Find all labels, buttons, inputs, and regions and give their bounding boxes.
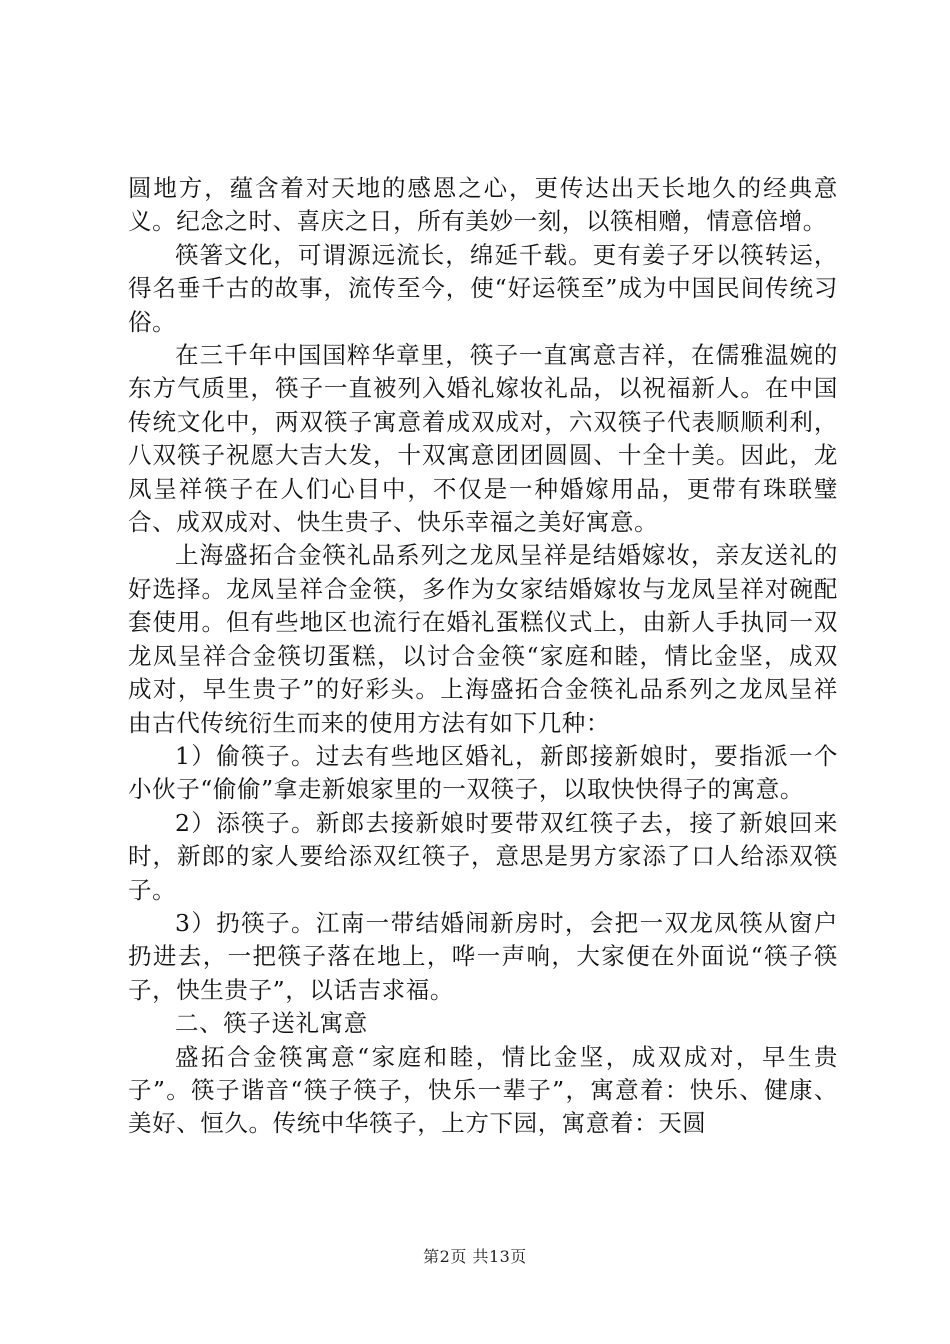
section-heading: 二、筷子送礼寓意 bbox=[175, 1009, 368, 1038]
page-number: 第2页 共13页 bbox=[423, 1247, 527, 1266]
list-item-steal-chopsticks: 1）偷筷子。过去有些地区婚礼，新郎接新娘时，要指派一个小伙子“偷偷”拿走新娘家里的一双筷子，以取快快得子的寓意。 bbox=[128, 741, 838, 804]
document-body bbox=[128, 172, 838, 1141]
page-footer bbox=[0, 1244, 950, 1267]
paragraph-continuation: 圆地方，蕴含着对天地的感恩之心，更传达出天长地久的经典意义。纪念之时、喜庆之日，所有美妙一刻，以筷相赠，情意倍增。 bbox=[128, 174, 838, 236]
paragraph-gift-meaning: 盛拓合金筷寓意“家庭和睦，情比金坚，成双成对，早生贵子”。筷子谐音“筷子筷子，快乐一辈子”，寓意着：快乐、健康、美好、恒久。传统中华筷子，上方下园，寓意着：天圆 bbox=[128, 1042, 838, 1138]
list-item-throw-chopsticks: 3）扔筷子。江南一带结婚闹新房时，会把一双龙凤筷从窗户扔进去，一把筷子落在地上，哗一声响，大家便在外面说“筷子筷子，快生贵子”，以话吉求福。 bbox=[128, 908, 838, 1004]
paragraph-shengtuo-product: 上海盛拓合金筷礼品系列之龙凤呈祥是结婚嫁妆，亲友送礼的好选择。龙凤呈祥合金筷，多作为女家结婚嫁妆与龙凤呈祥对碗配套使用。但有些地区也流行在婚礼蛋糕仪式上，由新人手执同一双龙凤呈祥合金筷切蛋糕，以讨合金筷“家庭和睦，情比金坚，成双成对，早生贵子”的好彩头。上海盛拓合金筷礼品系列之龙凤呈祥由古代传统衍生而来的使用方法有如下几种： bbox=[128, 541, 838, 737]
list-item-add-chopsticks: 2）添筷子。新郎去接新娘时要带双红筷子去，接了新娘回来时，新郎的家人要给添双红筷子，意思是男方家添了口人给添双筷子。 bbox=[128, 808, 838, 904]
paragraph-chopstick-culture: 筷箸文化，可谓源远流长，绵延千载。更有姜子牙以筷转运，得名垂千古的故事，流传至今，使“好运筷至”成为中国民间传统习俗。 bbox=[128, 240, 838, 336]
paragraph-auspicious-meaning: 在三千年中国国粹华章里，筷子一直寓意吉祥，在儒雅温婉的东方气质里，筷子一直被列入婚礼嫁妆礼品，以祝福新人。在中国传统文化中，两双筷子寓意着成双成对，六双筷子代表顺顺利利，八双筷子祝愿大吉大发，十双寓意团团圆圆、十全十美。因此，龙凤呈祥筷子在人们心目中，不仅是一种婚嫁用品，更带有珠联璧合、成双成对、快生贵子、快乐幸福之美好寓意。 bbox=[128, 341, 838, 537]
